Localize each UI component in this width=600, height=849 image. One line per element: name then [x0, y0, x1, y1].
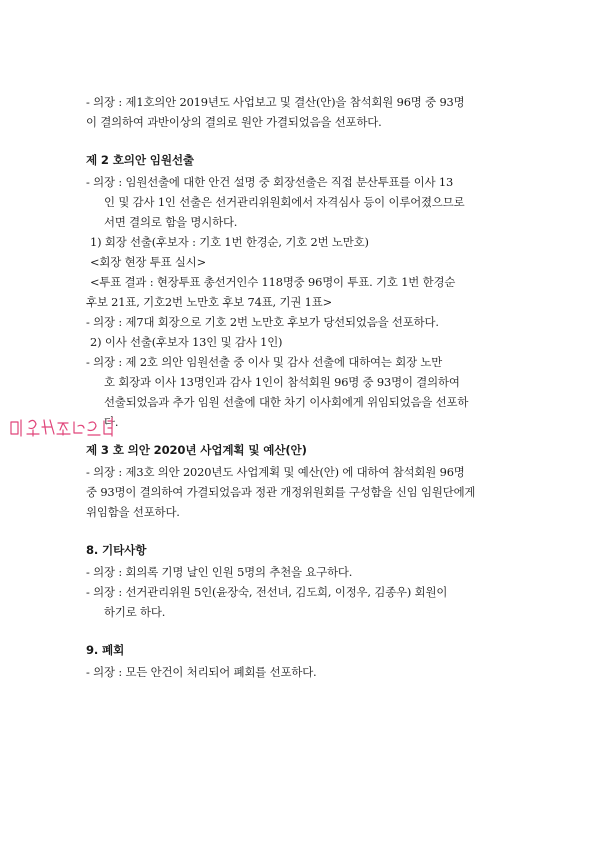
text-line: 2) 이사 선출(후보자 13인 및 감사 1인): [90, 335, 283, 349]
text-line: - 의장 : 모든 안건이 처리되어 폐회를 선포하다.: [86, 665, 317, 679]
section-heading: 제 2 호의안 임원선출: [86, 153, 194, 167]
text-line: 서면 결의로 함을 명시하다.: [104, 215, 238, 229]
text-line: 위임함을 선포하다.: [86, 505, 180, 519]
text-line: <투표 결과 : 현장투표 총선거인수 118명중 96명이 투표. 기호 1번 한경순: [90, 275, 456, 289]
text-line: 후보 21표, 기호2번 노만호 후보 74표, 기권 1표>: [86, 295, 333, 309]
text-line: 선출되었음과 추가 임원 선출에 대한 차기 이사회에게 위임되었음을 선포하: [104, 395, 469, 409]
section-heading: 8. 기타사항: [86, 543, 147, 557]
text-line: 이 결의하여 과반이상의 결의로 원안 가결되었음을 선포하다.: [86, 115, 382, 129]
text-line: 1) 회장 선출(후보자 : 기호 1번 한경순, 기호 2번 노만호): [90, 235, 369, 249]
text-line: 다.: [104, 415, 119, 429]
text-line: - 의장 : 제7대 회장으로 기호 2번 노만호 후보가 당선되었음을 선포하다.: [86, 315, 439, 329]
text-line: - 의장 : 제3호 의안 2020년도 사업계획 및 예산(안) 에 대하여 참석회원 96명: [86, 465, 465, 479]
text-line: 중 93명이 결의하여 가결되었음과 정관 개정위원회를 구성함을 신임 임원단에게: [86, 485, 476, 499]
text-line: 호 회장과 이사 13명인과 감사 1인이 참석회원 96명 중 93명이 결의하여: [104, 375, 460, 389]
text-line: 인 및 감사 1인 선출은 선거관리위원회에서 자격심사 등이 이루어졌으므로: [104, 195, 465, 209]
text-line: 하기로 하다.: [104, 605, 166, 619]
text-line: - 의장 : 제 2호 의안 임원선출 중 이사 및 감사 선출에 대하여는 회장 노만: [86, 355, 443, 369]
text-line: - 의장 : 선거관리위원 5인(윤장숙, 전선녀, 김도희, 이정우, 김종우) 회원이: [86, 585, 448, 599]
text-line: - 의장 : 제1호의안 2019년도 사업보고 및 결산(안)을 참석회원 96명 중 93명: [86, 95, 465, 109]
text-line: - 의장 : 회의록 기명 날인 인원 5명의 추천을 요구하다.: [86, 565, 353, 579]
text-line: - 의장 : 임원선출에 대한 안건 설명 중 회장선출은 직접 분산투표를 이사 13: [86, 175, 454, 189]
handwritten-signature: [8, 414, 116, 440]
text-line: <회장 현장 투표 실시>: [90, 255, 207, 269]
section-heading: 제 3 호 의안 2020년 사업계획 및 예산(안): [86, 443, 307, 457]
section-heading: 9. 폐회: [86, 643, 125, 657]
